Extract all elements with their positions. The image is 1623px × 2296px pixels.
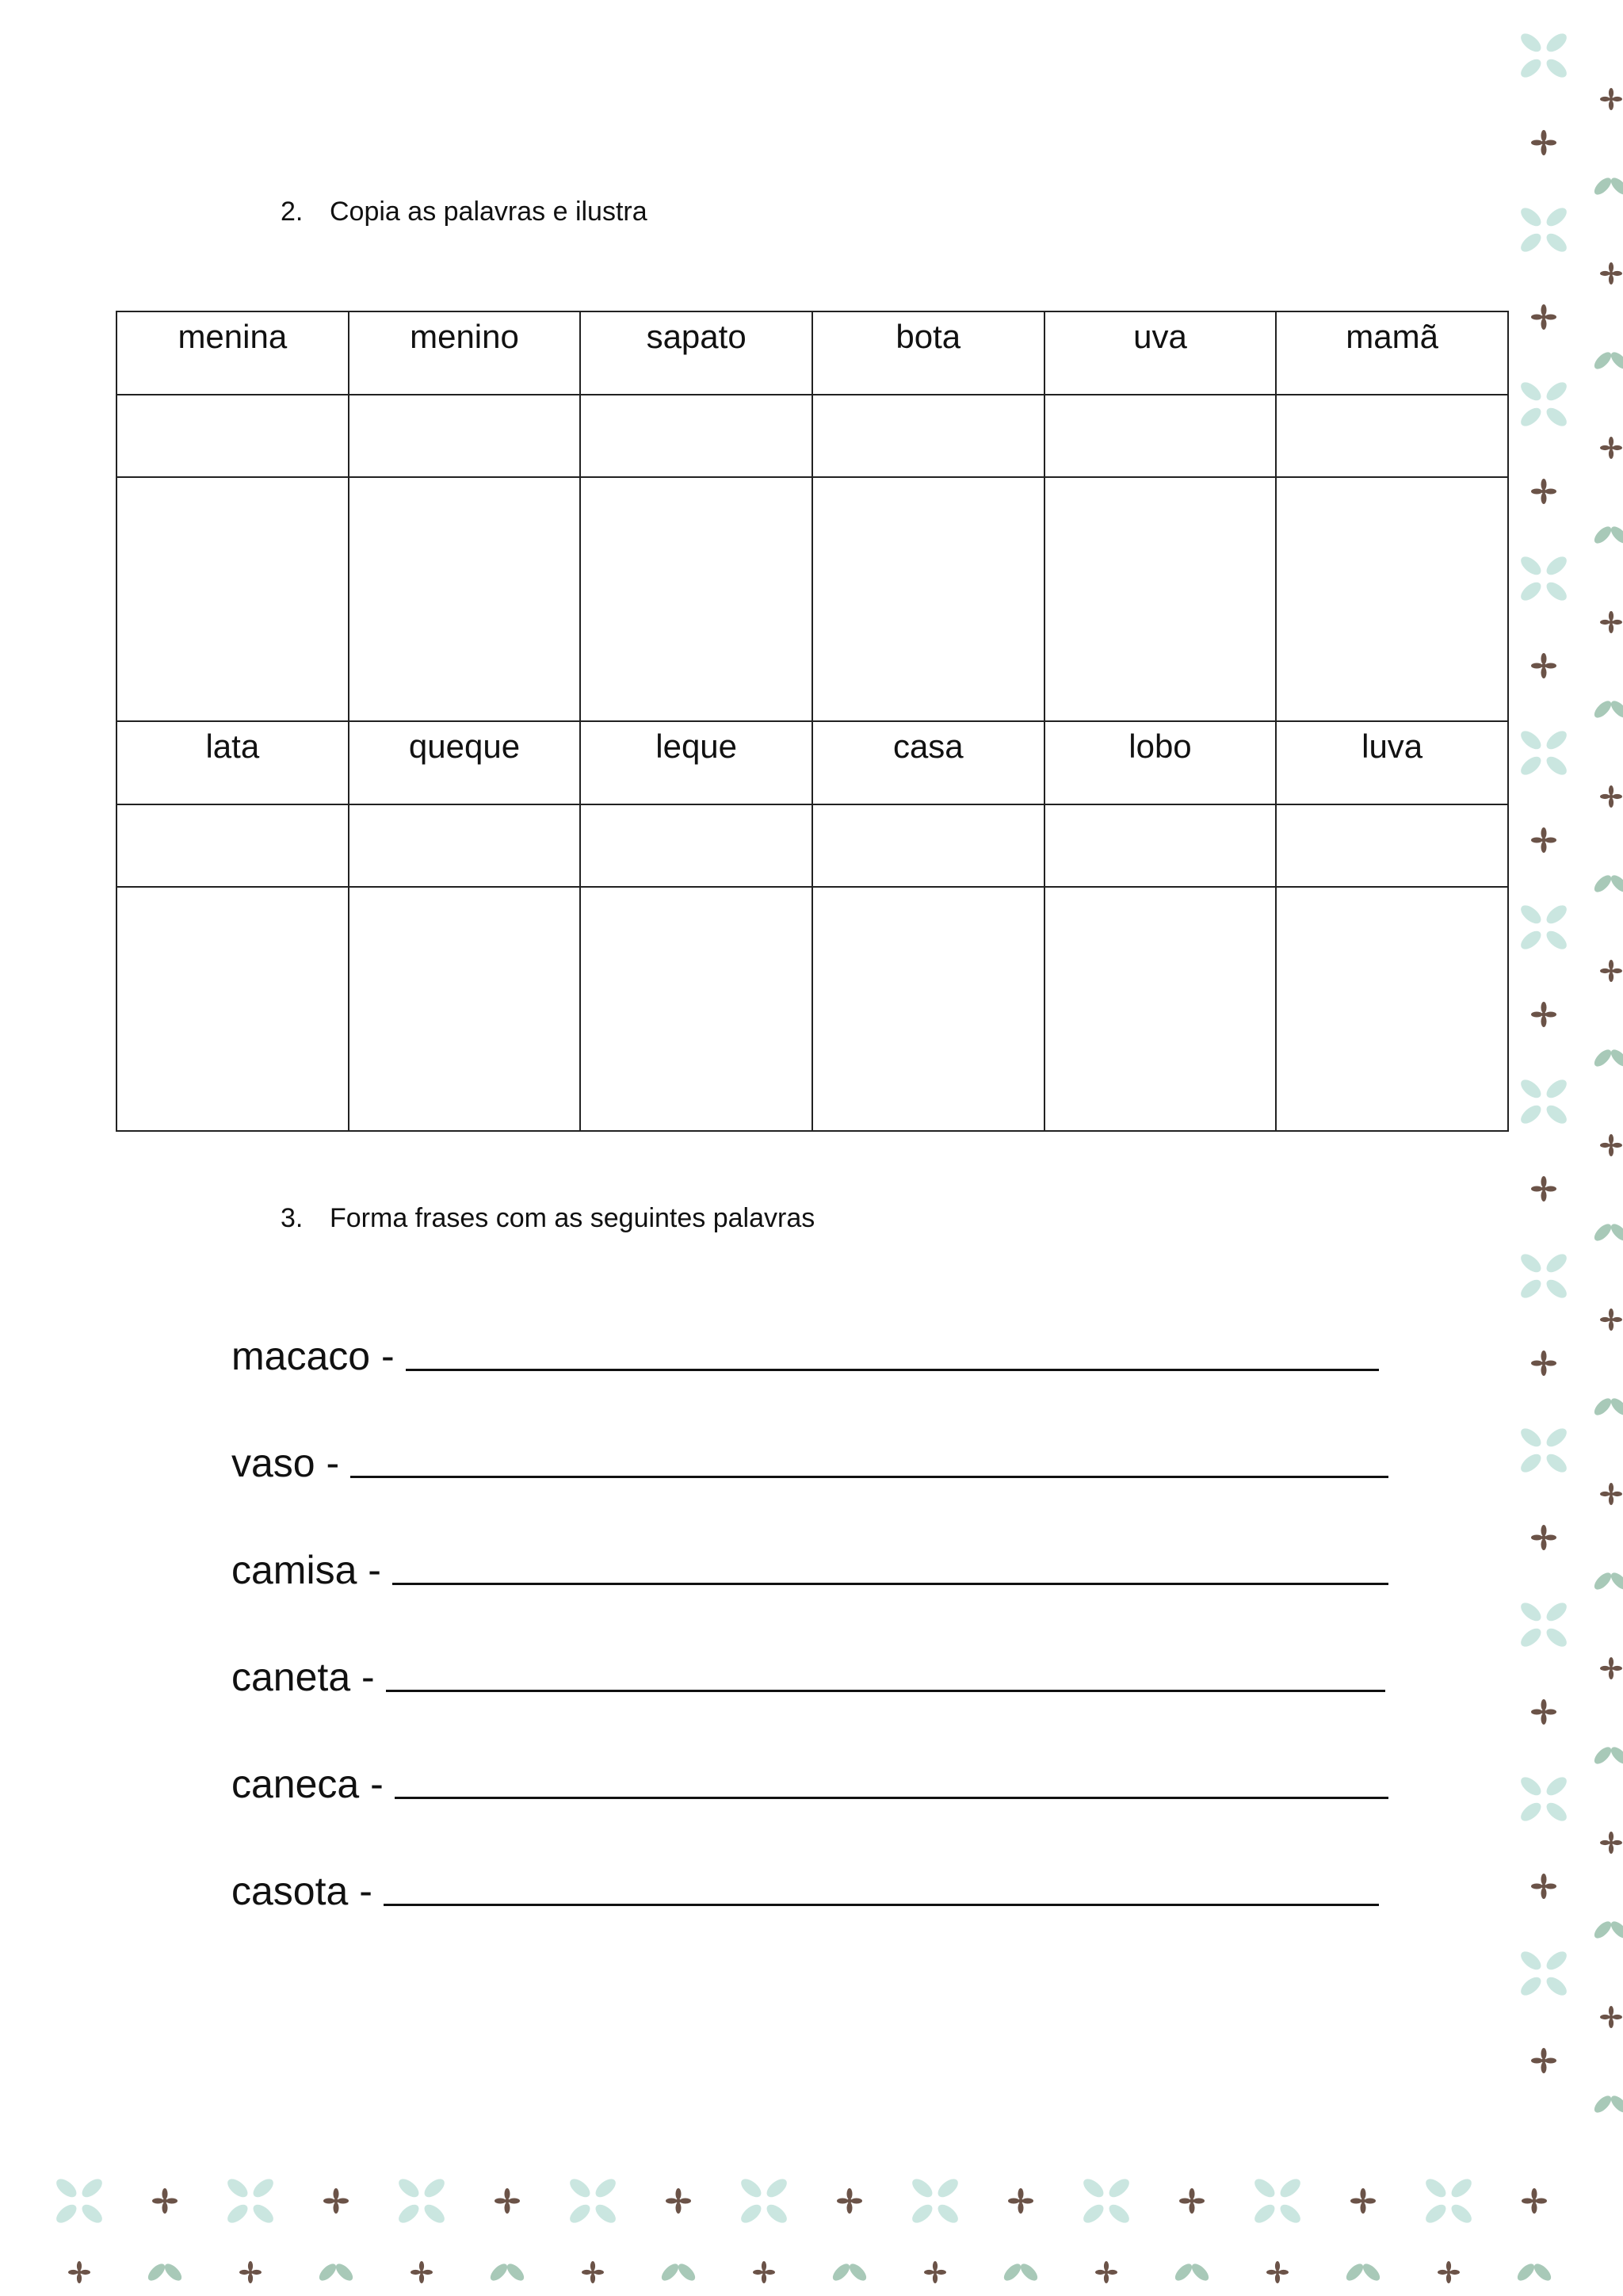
table-row-draw-1 — [116, 477, 1508, 721]
leaf-cluster-icon — [1251, 2176, 1304, 2226]
right-floral-border — [1496, 0, 1623, 2172]
copy-cell[interactable] — [1044, 804, 1277, 887]
flower-icon — [411, 2261, 433, 2283]
drawing-cell[interactable] — [1044, 477, 1277, 721]
flower-icon — [1531, 130, 1556, 155]
drawing-cell[interactable] — [1276, 477, 1508, 721]
sentence-line — [231, 1435, 1388, 1483]
sentence-word: vaso - — [231, 1441, 340, 1485]
flower-icon — [1600, 262, 1622, 285]
sprout-icon — [1591, 698, 1623, 720]
word-label: queque — [408, 728, 521, 765]
flower-icon — [1008, 2188, 1033, 2214]
leaf-cluster-icon — [1518, 204, 1570, 255]
flower-icon — [1522, 2188, 1547, 2214]
flower-icon — [68, 2261, 90, 2283]
flower-icon — [1600, 437, 1622, 459]
sentence-line — [231, 1649, 1385, 1697]
sprout-icon — [1591, 873, 1623, 895]
word-label: sapato — [646, 318, 747, 355]
leaf-cluster-icon — [738, 2176, 790, 2226]
sentence-line — [231, 1542, 1388, 1590]
word-label: bota — [896, 318, 961, 355]
flower-icon — [1531, 1699, 1556, 1725]
flower-icon — [1600, 785, 1622, 808]
leaf-cluster-icon — [1518, 1425, 1570, 1476]
table-row-draw-2 — [116, 887, 1508, 1131]
sprout-icon — [1591, 1744, 1623, 1767]
flower-icon — [1179, 2188, 1205, 2214]
exercise-3-title: Forma frases com as seguintes palavras — [330, 1203, 815, 1233]
sprout-icon — [1591, 1919, 1623, 1941]
flower-icon — [1531, 653, 1556, 678]
word-cell — [812, 721, 1044, 804]
word-copy-table — [116, 311, 1509, 1132]
word-cell — [349, 721, 581, 804]
flower-icon — [1600, 1832, 1622, 1854]
word-cell — [349, 311, 581, 395]
flower-icon — [1531, 2048, 1556, 2073]
sentence-blank[interactable] — [392, 1583, 1388, 1585]
flower-icon — [323, 2188, 349, 2214]
sentence-word: macaco - — [231, 1334, 395, 1378]
exercise-2-title: Copia as palavras e ilustra — [330, 197, 647, 227]
flower-icon — [239, 2261, 262, 2283]
leaf-cluster-icon — [1518, 553, 1570, 604]
sentence-word: caneca - — [231, 1762, 384, 1806]
flower-icon — [1531, 827, 1556, 853]
sentence-line — [231, 1328, 1379, 1376]
sprout-icon — [1591, 524, 1623, 546]
sentence-line — [231, 1863, 1379, 1911]
table-row-words-2 — [116, 721, 1508, 804]
flower-icon — [1531, 1525, 1556, 1550]
copy-cell[interactable] — [580, 395, 812, 477]
flower-icon — [1600, 1134, 1622, 1156]
word-cell — [812, 311, 1044, 395]
table-row-copy-1 — [116, 395, 1508, 477]
table-row-words-1 — [116, 311, 1508, 395]
sentence-blank[interactable] — [350, 1476, 1388, 1478]
sentence-blank[interactable] — [384, 1904, 1379, 1906]
flower-icon — [1600, 88, 1622, 110]
drawing-cell[interactable] — [1276, 887, 1508, 1131]
flower-icon — [666, 2188, 691, 2214]
copy-cell[interactable] — [580, 804, 812, 887]
drawing-cell[interactable] — [812, 887, 1044, 1131]
word-label: leque — [655, 728, 738, 765]
leaf-cluster-icon — [1518, 1251, 1570, 1301]
leaf-cluster-icon — [1423, 2176, 1475, 2226]
exercise-3-heading — [281, 1205, 815, 1232]
leaf-cluster-icon — [395, 2176, 448, 2226]
leaf-cluster-icon — [1518, 728, 1570, 778]
sprout-icon — [487, 2261, 526, 2283]
drawing-cell[interactable] — [580, 477, 812, 721]
word-cell — [116, 311, 349, 395]
sprout-icon — [1172, 2261, 1211, 2283]
word-cell — [580, 311, 812, 395]
drawing-cell[interactable] — [349, 477, 581, 721]
sentence-blank[interactable] — [406, 1369, 1379, 1371]
leaf-cluster-icon — [1518, 1076, 1570, 1127]
word-label: menino — [410, 318, 519, 355]
drawing-cell[interactable] — [580, 887, 812, 1131]
word-cell — [116, 721, 349, 804]
sentence-line — [231, 1756, 1388, 1804]
flower-icon — [1600, 960, 1622, 982]
drawing-cell[interactable] — [812, 477, 1044, 721]
copy-cell[interactable] — [349, 395, 581, 477]
flower-icon — [1600, 1308, 1622, 1331]
sprout-icon — [1591, 1047, 1623, 1069]
flower-icon — [1350, 2188, 1376, 2214]
leaf-cluster-icon — [53, 2176, 105, 2226]
flower-icon — [495, 2188, 520, 2214]
flower-icon — [1531, 1002, 1556, 1027]
copy-cell[interactable] — [812, 804, 1044, 887]
sentence-word: casota - — [231, 1869, 372, 1913]
word-cell — [580, 721, 812, 804]
leaf-cluster-icon — [1080, 2176, 1132, 2226]
sprout-icon — [145, 2261, 184, 2283]
leaf-cluster-icon — [1518, 1948, 1570, 1999]
copy-cell[interactable] — [1276, 395, 1508, 477]
exercise-2-number: 2. — [281, 197, 304, 227]
sentence-blank[interactable] — [395, 1797, 1388, 1799]
word-label: casa — [892, 728, 964, 765]
flower-icon — [1531, 1874, 1556, 1899]
flower-icon — [1600, 611, 1622, 633]
word-label: mamã — [1346, 318, 1438, 355]
sprout-icon — [1343, 2261, 1382, 2283]
flower-icon — [924, 2261, 946, 2283]
sentence-blank[interactable] — [386, 1690, 1385, 1692]
flower-icon — [753, 2261, 775, 2283]
sprout-icon — [316, 2261, 355, 2283]
word-cell — [1276, 311, 1508, 395]
word-label: luva — [1361, 728, 1423, 765]
word-label: uva — [1133, 318, 1187, 355]
sprout-icon — [1001, 2261, 1040, 2283]
word-cell — [1276, 721, 1508, 804]
copy-cell[interactable] — [349, 804, 581, 887]
leaf-cluster-icon — [224, 2176, 277, 2226]
word-label: lobo — [1128, 728, 1192, 765]
leaf-cluster-icon — [1518, 379, 1570, 430]
sprout-icon — [1591, 2093, 1623, 2115]
copy-cell[interactable] — [1044, 395, 1277, 477]
flower-icon — [1531, 479, 1556, 504]
drawing-cell[interactable] — [116, 477, 349, 721]
exercise-3-number: 3. — [281, 1203, 304, 1233]
copy-cell[interactable] — [1276, 804, 1508, 887]
flower-icon — [1531, 1350, 1556, 1376]
copy-cell[interactable] — [116, 804, 349, 887]
sprout-icon — [1514, 2261, 1553, 2283]
flower-icon — [837, 2188, 862, 2214]
leaf-cluster-icon — [1518, 902, 1570, 953]
drawing-cell[interactable] — [349, 887, 581, 1131]
word-label: lata — [205, 728, 260, 765]
leaf-cluster-icon — [1518, 1774, 1570, 1824]
flower-icon — [582, 2261, 604, 2283]
word-cell — [1044, 721, 1277, 804]
flower-icon — [1438, 2261, 1460, 2283]
drawing-cell[interactable] — [1044, 887, 1277, 1131]
drawing-cell[interactable] — [116, 887, 349, 1131]
flower-icon — [1095, 2261, 1117, 2283]
bottom-floral-border — [0, 2169, 1623, 2296]
flower-icon — [1531, 1176, 1556, 1201]
flower-icon — [1266, 2261, 1289, 2283]
table-row-copy-2 — [116, 804, 1508, 887]
sprout-icon — [1591, 175, 1623, 197]
sprout-icon — [659, 2261, 697, 2283]
word-label: menina — [178, 318, 288, 355]
leaf-cluster-icon — [909, 2176, 961, 2226]
sprout-icon — [830, 2261, 869, 2283]
copy-cell[interactable] — [116, 395, 349, 477]
sprout-icon — [1591, 1570, 1623, 1592]
word-cell — [1044, 311, 1277, 395]
flower-icon — [1600, 1657, 1622, 1679]
flower-icon — [1600, 1483, 1622, 1505]
exercise-2-heading — [281, 198, 647, 225]
leaf-cluster-icon — [1518, 30, 1570, 81]
sentence-word: caneta - — [231, 1655, 375, 1699]
flower-icon — [1531, 304, 1556, 330]
flower-icon — [152, 2188, 178, 2214]
flower-icon — [1600, 2006, 1622, 2028]
sentence-word: camisa - — [231, 1548, 381, 1592]
copy-cell[interactable] — [812, 395, 1044, 477]
sprout-icon — [1591, 1221, 1623, 1244]
leaf-cluster-icon — [567, 2176, 619, 2226]
sprout-icon — [1591, 1396, 1623, 1418]
leaf-cluster-icon — [1518, 1599, 1570, 1650]
sprout-icon — [1591, 350, 1623, 372]
